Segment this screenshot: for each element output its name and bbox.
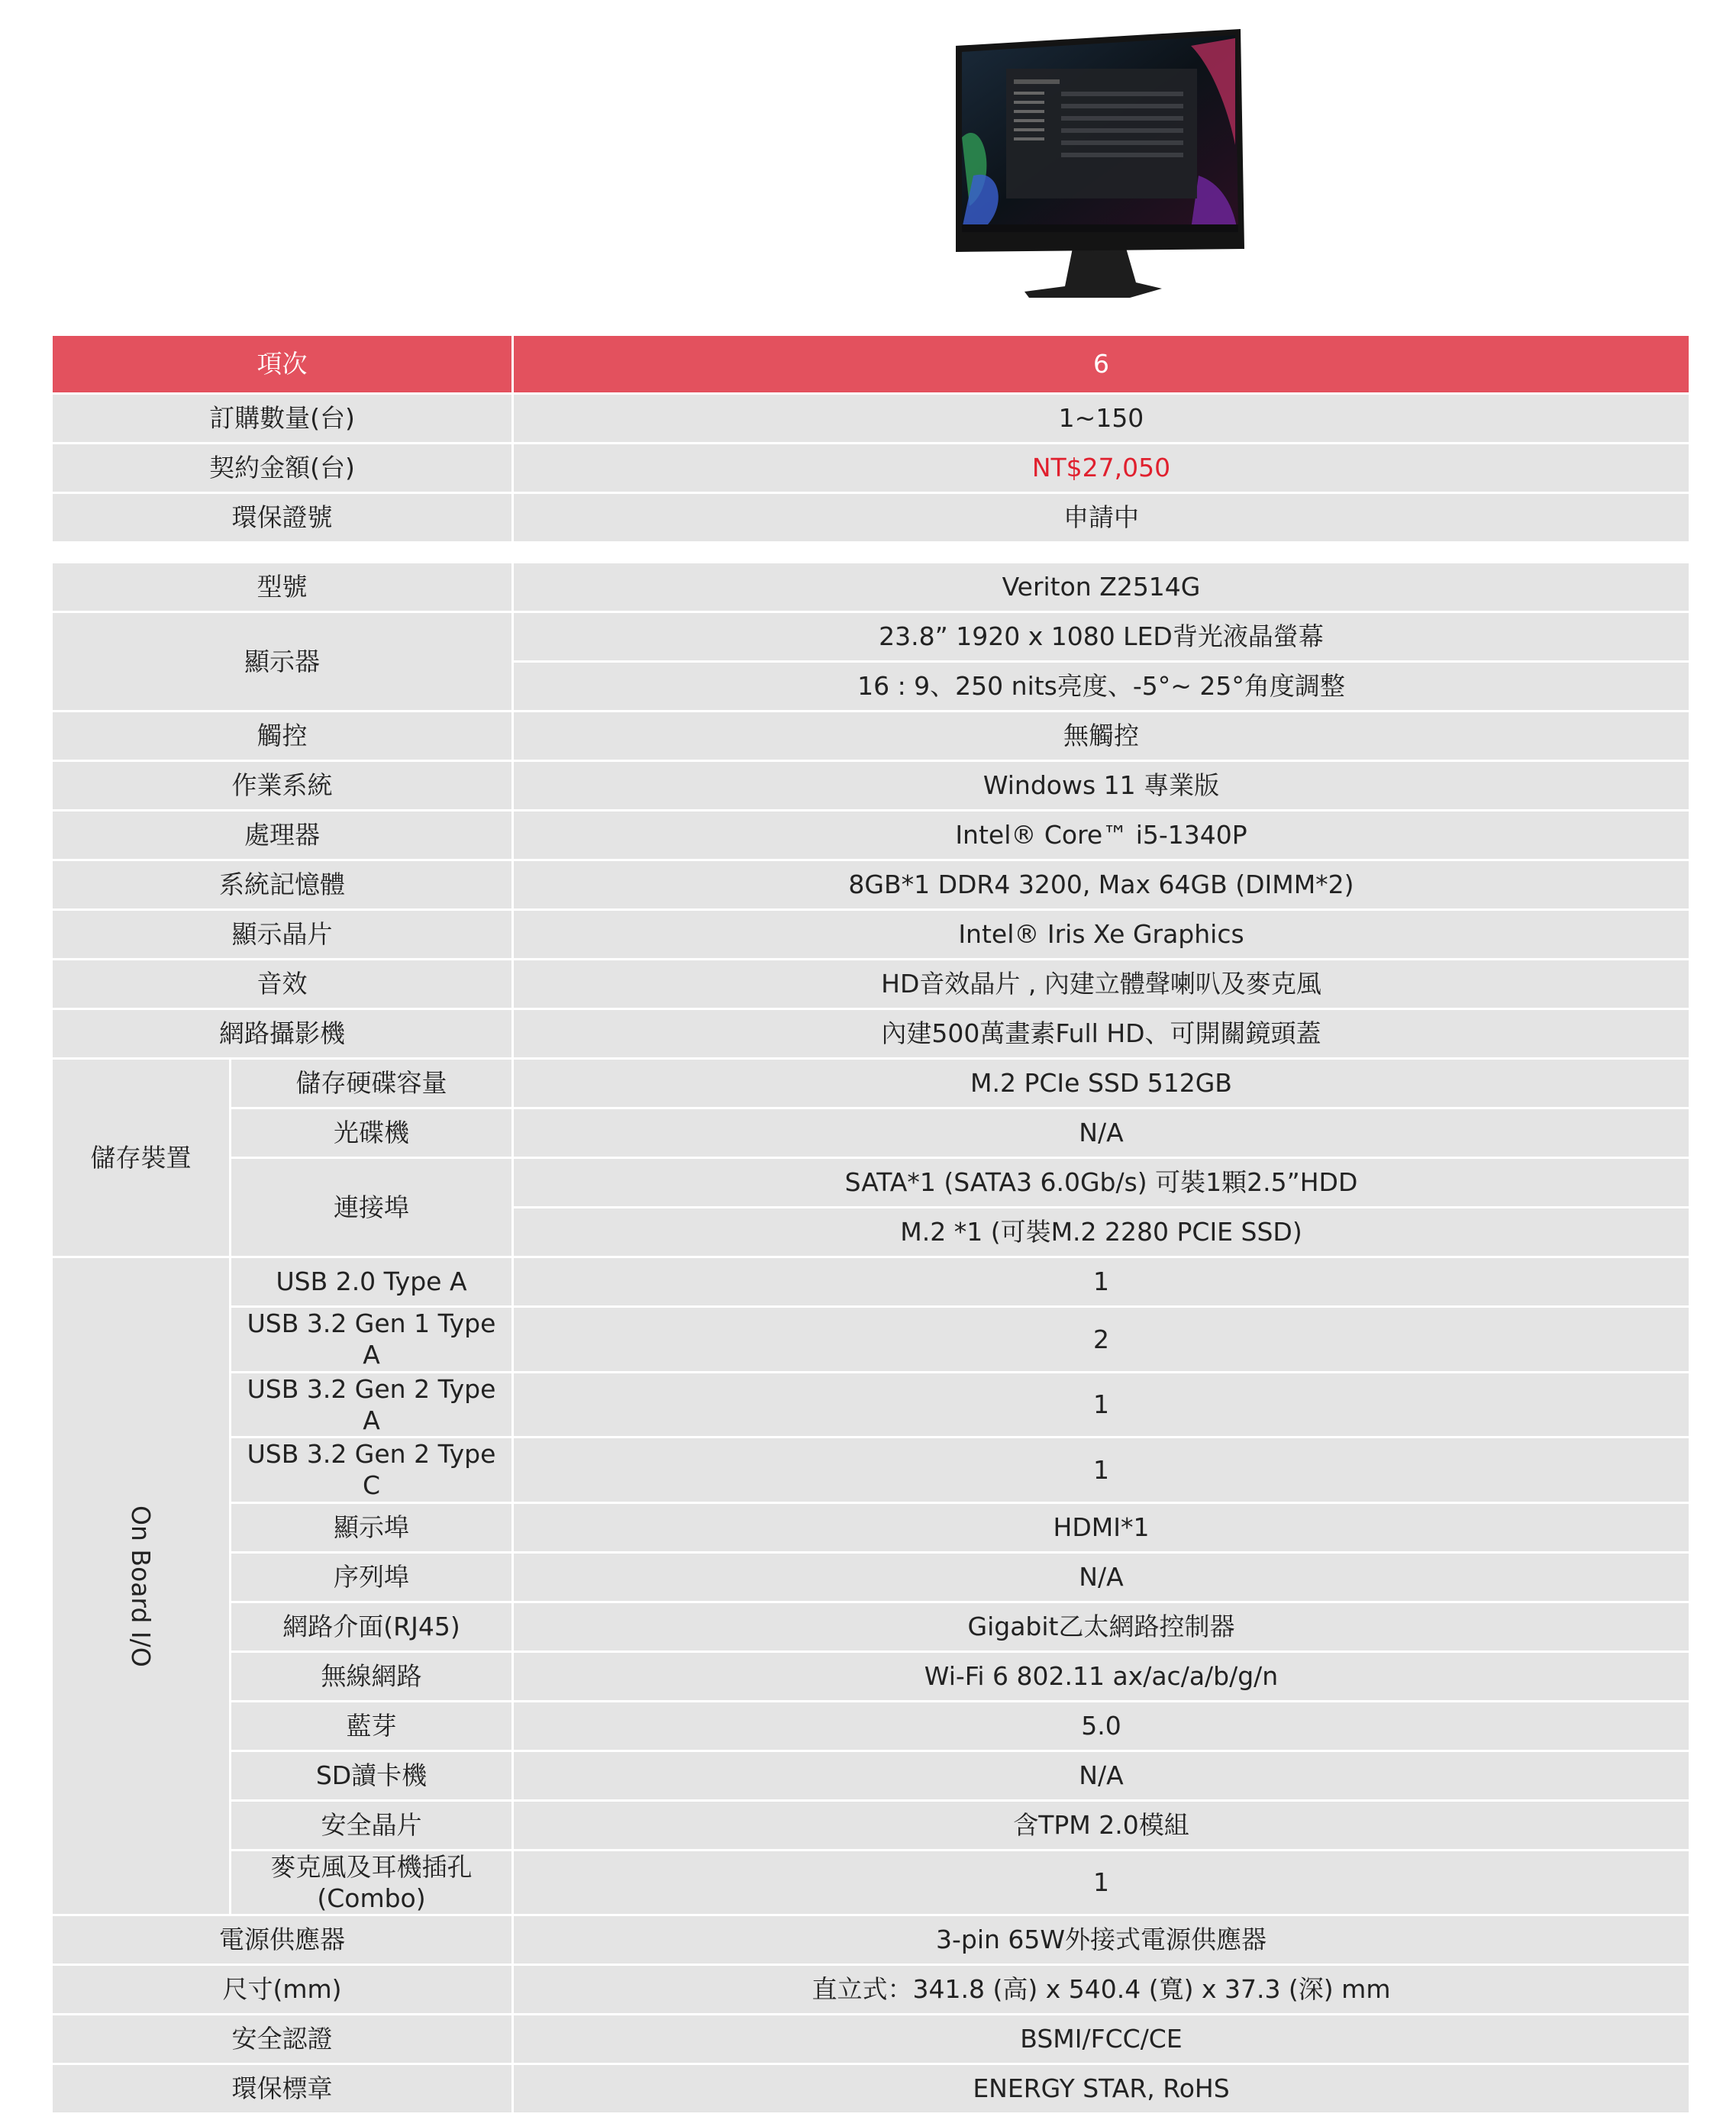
- table-row: [52, 1502, 1690, 1552]
- row-value: HD音效晶片 , 內建立體聲喇叭及麥克風: [513, 960, 1690, 1009]
- row-label: 安全認證: [52, 2015, 513, 2064]
- row-label: 麥克風及耳機插孔 (Combo): [231, 1850, 513, 1915]
- table-row: [52, 444, 1690, 493]
- table-row: [52, 1552, 1690, 1602]
- row-value: Intel® Iris Xe Graphics: [513, 910, 1690, 960]
- row-value: 1~150: [513, 394, 1690, 444]
- table-row: [52, 1602, 1690, 1651]
- row-label: 網路攝影機: [52, 1009, 513, 1059]
- row-value: 1: [513, 1438, 1690, 1503]
- row-value: 23.8” 1920 x 1080 LED背光液晶螢幕: [513, 612, 1690, 662]
- row-value: 申請中: [513, 493, 1690, 543]
- row-label: 環保標章: [52, 2064, 513, 2114]
- storage-group-label: 儲存裝置: [52, 1059, 231, 1257]
- row-label: SD讀卡機: [231, 1751, 513, 1800]
- row-value: 1: [513, 1850, 1690, 1915]
- table-row: [52, 563, 1690, 612]
- table-row: [52, 1438, 1690, 1503]
- row-label: 訂購數量(台): [52, 394, 513, 444]
- table-row: [52, 1800, 1690, 1850]
- header-value: 6: [513, 335, 1690, 394]
- row-label: 顯示晶片: [52, 910, 513, 960]
- row-value: 1: [513, 1372, 1690, 1438]
- row-label: 安全晶片: [231, 1800, 513, 1850]
- row-value: Intel® Core™ i5-1340P: [513, 811, 1690, 860]
- row-label: 契約金額(台): [52, 444, 513, 493]
- row-value: N/A: [513, 1552, 1690, 1602]
- row-label: USB 3.2 Gen 1 Type A: [231, 1307, 513, 1373]
- row-label: 環保證號: [52, 493, 513, 543]
- row-label: 連接埠: [231, 1158, 513, 1257]
- contract-price: NT$27,050: [513, 444, 1690, 493]
- row-value: 8GB*1 DDR4 3200, Max 64GB (DIMM*2): [513, 860, 1690, 910]
- row-label: 顯示器: [52, 612, 513, 712]
- table-row: [52, 860, 1690, 910]
- table-row: [52, 1108, 1690, 1158]
- row-value: 3-pin 65W外接式電源供應器: [513, 1915, 1690, 1965]
- table-row: [52, 1009, 1690, 1059]
- row-label: USB 3.2 Gen 2 Type A: [231, 1372, 513, 1438]
- row-value: SATA*1 (SATA3 6.0Gb/s) 可裝1顆2.5”HDD: [513, 1158, 1690, 1208]
- table-row: [52, 1158, 1690, 1208]
- row-label: 儲存硬碟容量: [231, 1059, 513, 1108]
- row-label: 型號: [52, 563, 513, 612]
- table-row: [52, 1257, 1690, 1307]
- table-row: [52, 2015, 1690, 2064]
- header-label: 項次: [52, 335, 513, 394]
- product-image-monitor: [939, 23, 1260, 305]
- table-row: [52, 1651, 1690, 1701]
- pricing-table: [50, 334, 1691, 544]
- row-value: 無觸控: [513, 712, 1690, 761]
- row-value: 直立式：341.8 (高) x 540.4 (寬) x 37.3 (深) mm: [513, 1965, 1690, 2015]
- table-row: [52, 811, 1690, 860]
- row-value: BSMI/FCC/CE: [513, 2015, 1690, 2064]
- row-label: 處理器: [52, 811, 513, 860]
- table-header-row: [52, 335, 1690, 394]
- row-value: Wi-Fi 6 802.11 ax/ac/a/b/g/n: [513, 1651, 1690, 1701]
- table-row: [52, 960, 1690, 1009]
- row-value: N/A: [513, 1108, 1690, 1158]
- row-value: N/A: [513, 1751, 1690, 1800]
- row-value: M.2 PCIe SSD 512GB: [513, 1059, 1690, 1108]
- io-group-label: On Board I/O: [52, 1257, 231, 1915]
- table-row: [52, 1915, 1690, 1965]
- row-label: 尺寸(mm): [52, 1965, 513, 2015]
- table-row: [52, 1372, 1690, 1438]
- row-value: Gigabit乙太網路控制器: [513, 1602, 1690, 1651]
- table-row: [52, 712, 1690, 761]
- row-label: 觸控: [52, 712, 513, 761]
- row-label: 系統記憶體: [52, 860, 513, 910]
- row-value: Veriton Z2514G: [513, 563, 1690, 612]
- row-label: 電源供應器: [52, 1915, 513, 1965]
- table-row: [52, 2064, 1690, 2114]
- table-row: [52, 1965, 1690, 2015]
- row-label: 網路介面(RJ45): [231, 1602, 513, 1651]
- row-value: 內建500萬畫素Full HD、可開關鏡頭蓋: [513, 1009, 1690, 1059]
- row-value: 2: [513, 1307, 1690, 1373]
- row-label: 光碟機: [231, 1108, 513, 1158]
- row-value: 16 : 9、250 nits亮度、-5°~ 25°角度調整: [513, 662, 1690, 712]
- row-label: 藍芽: [231, 1701, 513, 1751]
- row-value: 含TPM 2.0模組: [513, 1800, 1690, 1850]
- row-label: USB 2.0 Type A: [231, 1257, 513, 1307]
- table-row: [52, 1059, 1690, 1108]
- table-row: [52, 612, 1690, 662]
- table-row: [52, 1850, 1690, 1915]
- row-label: 作業系統: [52, 761, 513, 811]
- table-row: [52, 761, 1690, 811]
- row-value: ENERGY STAR, RoHS: [513, 2064, 1690, 2114]
- table-row: [52, 910, 1690, 960]
- row-label: USB 3.2 Gen 2 Type C: [231, 1438, 513, 1503]
- table-row: [52, 1307, 1690, 1373]
- table-row: [52, 1751, 1690, 1800]
- table-row: [52, 1701, 1690, 1751]
- row-value: Windows 11 專業版: [513, 761, 1690, 811]
- row-value: 1: [513, 1257, 1690, 1307]
- row-label: 序列埠: [231, 1552, 513, 1602]
- row-label: 顯示埠: [231, 1502, 513, 1552]
- table-row: [52, 493, 1690, 543]
- row-value: 5.0: [513, 1701, 1690, 1751]
- row-value: M.2 *1 (可裝M.2 2280 PCIE SSD): [513, 1208, 1690, 1257]
- row-value: HDMI*1: [513, 1502, 1690, 1552]
- spec-table: [50, 561, 1691, 2115]
- row-label: 音效: [52, 960, 513, 1009]
- table-row: [52, 394, 1690, 444]
- row-label: 無線網路: [231, 1651, 513, 1701]
